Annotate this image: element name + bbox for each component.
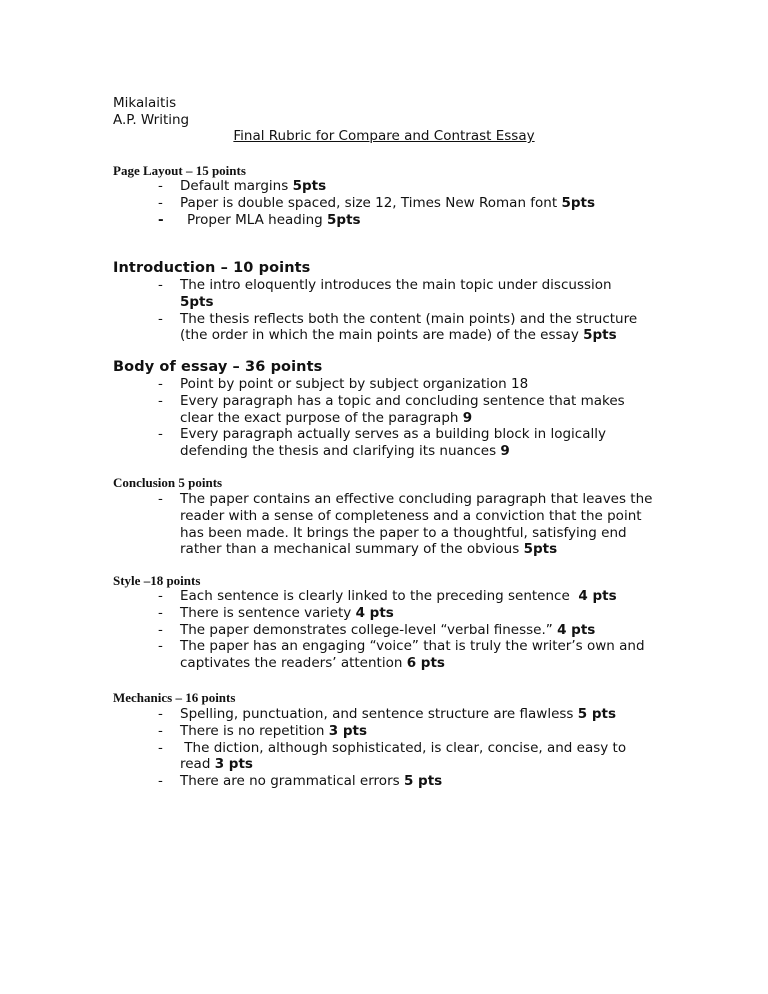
- list-item: [0, 605, 660, 622]
- bullet-dash: -: [158, 588, 163, 604]
- list-item: [0, 212, 667, 229]
- bullet-dash: -: [158, 638, 163, 655]
- item-text: Point by point or subject by subject organization 18: [180, 376, 529, 392]
- item-points: 4 pts: [557, 621, 596, 638]
- bullet-dash: -: [158, 310, 163, 327]
- item-text: Spelling, punctuation, and sentence structure are flawless: [180, 706, 574, 722]
- item-text: Proper MLA heading: [187, 211, 323, 228]
- item-text: The paper has an engaging “voice” that is truly the writer’s own and captivates the readers’ attention: [180, 638, 645, 672]
- bullet-dash: -: [158, 277, 163, 293]
- item-points: 6 pts: [406, 655, 445, 672]
- list-item: [0, 393, 660, 427]
- item-points: 5pts: [180, 293, 214, 310]
- item-text: There are no grammatical errors: [180, 773, 400, 790]
- section-list-mechanics: [0, 706, 660, 790]
- list-item: [0, 311, 660, 345]
- item-points: 3 pts: [328, 722, 368, 739]
- list-item: [0, 376, 660, 393]
- section-heading-conclusion: Conclusion 5 points: [113, 475, 223, 490]
- item-points: 3 pts: [214, 756, 253, 773]
- section-list-introduction: [0, 277, 660, 344]
- bullet-dash: -: [158, 604, 163, 621]
- item-points: 9: [462, 409, 473, 426]
- item-text: Paper is double spaced, size 12, Times New Roman font: [180, 194, 558, 211]
- item-points: 5pts: [561, 194, 595, 211]
- section-heading-style: Style –18 points: [113, 573, 201, 588]
- section-heading-body: Body of essay – 36 points: [113, 359, 323, 375]
- list-item: [0, 195, 667, 212]
- item-points: 9: [500, 443, 510, 460]
- list-item: [0, 706, 660, 723]
- section-heading-introduction: Introduction – 10 points: [113, 260, 311, 276]
- item-text: Default margins: [180, 178, 289, 194]
- section-heading-page-layout: Page Layout – 15 points: [113, 163, 246, 178]
- bullet-dash: -: [158, 178, 163, 194]
- item-points: 5 pts: [577, 706, 616, 722]
- list-item: [0, 491, 660, 558]
- item-text: The paper demonstrates college-level “verbal finesse.”: [180, 621, 553, 638]
- bullet-dash: -: [158, 211, 164, 228]
- list-item: [0, 622, 660, 639]
- document-title: Final Rubric for Compare and Contrast Essay: [233, 128, 535, 144]
- item-points: 5pts: [292, 178, 327, 194]
- item-text: Every paragraph actually serves as a building block in logically defending the thesis and clarifying its nuances: [180, 426, 606, 460]
- bullet-dash: -: [158, 426, 163, 443]
- item-text: There is no repetition: [180, 722, 325, 739]
- section-list-conclusion: [0, 491, 660, 558]
- bullet-dash: -: [158, 392, 163, 409]
- list-item: [0, 426, 660, 460]
- item-text: The diction, although sophisticated, is clear, concise, and easy to read: [180, 739, 631, 773]
- bullet-dash: -: [158, 739, 163, 756]
- item-points: 4 pts: [355, 604, 394, 621]
- bullet-dash: -: [158, 194, 163, 211]
- bullet-dash: -: [158, 621, 163, 638]
- section-list-body: [0, 376, 660, 460]
- item-text: The paper contains an effective concluding paragraph that leaves the reader with a sense of completeness and a conviction that the point has been made. It brings the paper to a thoughtful, satisfying end rather than a mechanical summary of the obvious: [180, 491, 653, 558]
- item-text: The thesis reflects both the content (main points) and the structure (the order in which the main points are made) of the essay: [180, 310, 638, 344]
- list-item: [0, 588, 660, 605]
- list-item: [0, 740, 660, 774]
- item-text: There is sentence variety: [180, 604, 352, 621]
- item-points: 5pts: [583, 327, 617, 344]
- item-points: 5 pts: [403, 773, 443, 790]
- item-text: The intro eloquently introduces the main topic under discussion: [180, 277, 612, 293]
- list-item: [0, 638, 660, 672]
- bullet-dash: -: [158, 722, 163, 739]
- section-list-page-layout: [0, 178, 667, 228]
- item-text: Every paragraph has a topic and concluding sentence that makes clear the exact purpose of the paragraph: [180, 392, 625, 426]
- section-heading-mechanics: Mechanics – 16 points: [113, 690, 236, 705]
- item-points: 5pts: [523, 541, 558, 558]
- bullet-dash: -: [158, 491, 163, 507]
- list-item: [0, 773, 660, 790]
- section-list-style: [0, 588, 660, 672]
- item-points: 5pts: [327, 211, 361, 228]
- bullet-dash: -: [158, 376, 163, 392]
- list-item: [0, 277, 660, 311]
- list-item: [0, 723, 660, 740]
- course-name: A.P. Writing: [113, 112, 190, 128]
- item-points: 4 pts: [578, 588, 617, 604]
- list-item: [0, 178, 667, 195]
- author-name: Mikalaitis: [113, 95, 177, 111]
- bullet-dash: -: [158, 706, 163, 722]
- bullet-dash: -: [158, 773, 163, 790]
- item-text: Each sentence is clearly linked to the preceding sentence: [180, 588, 570, 604]
